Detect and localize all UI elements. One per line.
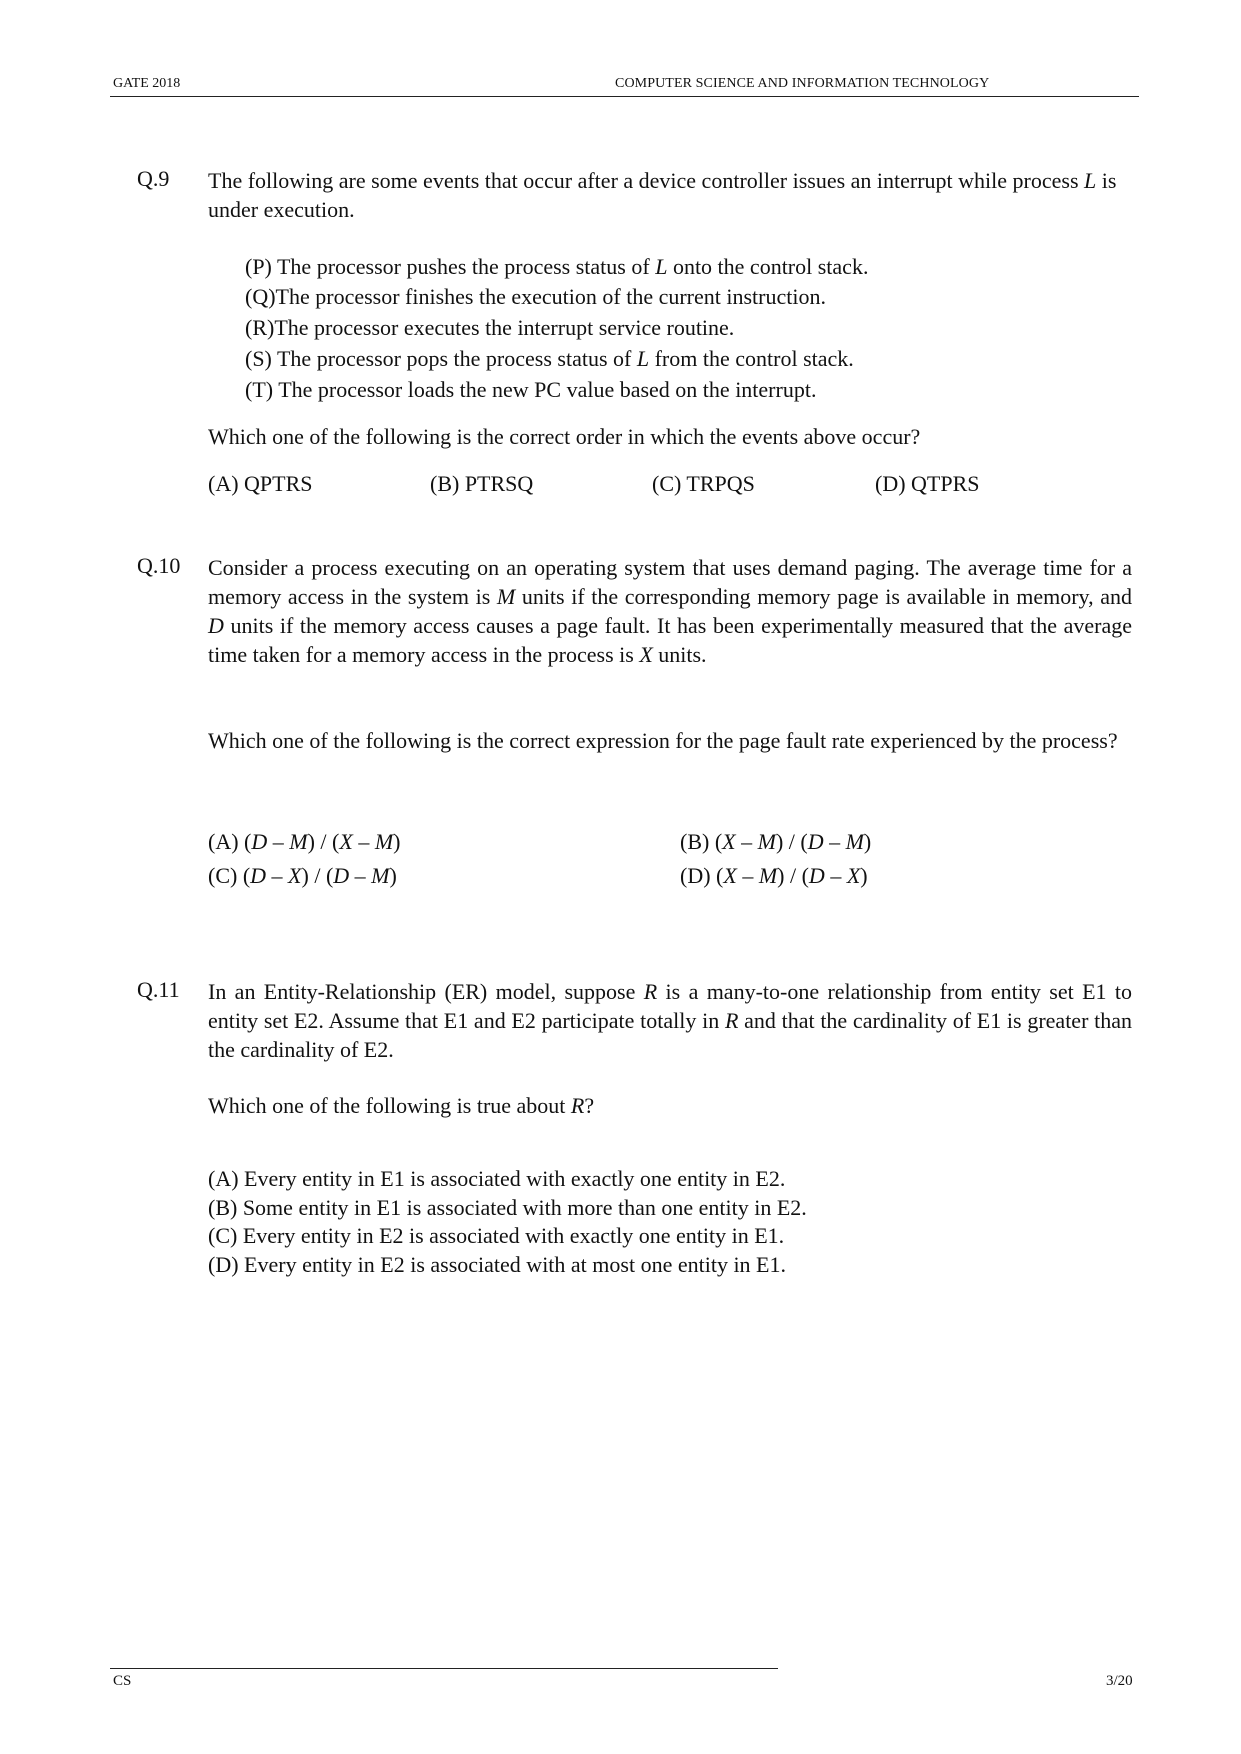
q10-option-c: (C) (D – X) / (D – M): [208, 863, 397, 888]
q9-option-b: (B) PTRSQ: [430, 471, 534, 496]
q9-event-r: (R)The processor executes the interrupt service routine.: [245, 315, 735, 340]
q11-question: Which one of the following is true about R?: [208, 1093, 595, 1118]
q10-option-a: (A) (D – M) / (X – M): [208, 829, 401, 854]
q9-number: Q.9: [137, 166, 170, 191]
q9-event-t: (T) The processor loads the new PC value based on the interrupt.: [245, 377, 817, 402]
q9-stem-text-end: is under execution.: [208, 168, 1117, 222]
q10-stem: Consider a process executing on an operating system that uses demand paging. The average time for a memory access in the system is M units if the corresponding memory page is available in memory, and D units if the memory access causes a page fault. It has been experimentally measured that the average time taken for a memory access in the process is X units.: [208, 555, 1132, 667]
q11-option-a: (A) Every entity in E1 is associated with exactly one entity in E2.: [208, 1166, 786, 1191]
q11-option-c: (C) Every entity in E2 is associated with exactly one entity in E1.: [208, 1223, 785, 1248]
q11-number: Q.11: [137, 977, 180, 1002]
q9-stem: [208, 166, 1132, 224]
q11-stem: In an Entity-Relationship (ER) model, suppose R is a many-to-one relationship from entity set E1 to entity set E2. Assume that E1 and E2 participate totally in R and that the cardinality of E1 is greater than the cardinality of E2.: [208, 979, 1132, 1062]
header-exam-name: GATE 2018: [113, 76, 181, 91]
q10-option-b: (B) (X – M) / (D – M): [680, 829, 872, 854]
header-paper-title: COMPUTER SCIENCE AND INFORMATION TECHNOLOGY: [615, 76, 990, 91]
footer-paper-code: CS: [113, 1673, 132, 1689]
q9-event-q: (Q)The processor finishes the execution of the current instruction.: [245, 284, 826, 309]
q9-event-s: (S) The processor pops the process status of L from the control stack.: [245, 346, 854, 371]
header-rule: [110, 96, 1139, 97]
q10-question: Which one of the following is the correct expression for the page fault rate experienced by the process?: [208, 728, 1118, 753]
q9-option-d: (D) QTPRS: [875, 471, 980, 496]
footer-page-number: 3/20: [1106, 1673, 1133, 1689]
q11-option-b: (B) Some entity in E1 is associated with more than one entity in E2.: [208, 1195, 807, 1220]
q9-option-a: (A) QPTRS: [208, 471, 313, 496]
q9-question: Which one of the following is the correct order in which the events above occur?: [208, 424, 921, 449]
q10-number: Q.10: [137, 553, 181, 578]
q9-option-c: (C) TRPQS: [652, 471, 755, 496]
footer-rule: [110, 1668, 778, 1669]
q9-event-p: (P) The processor pushes the process status of L onto the control stack.: [245, 254, 869, 279]
q9-stem-text: The following are some events that occur after a device controller issues an interrupt while process: [208, 168, 1085, 193]
q11-option-d: (D) Every entity in E2 is associated with at most one entity in E1.: [208, 1252, 786, 1277]
q9-stem-variable: L: [1084, 168, 1097, 193]
q10-option-d: (D) (X – M) / (D – X): [680, 863, 868, 888]
